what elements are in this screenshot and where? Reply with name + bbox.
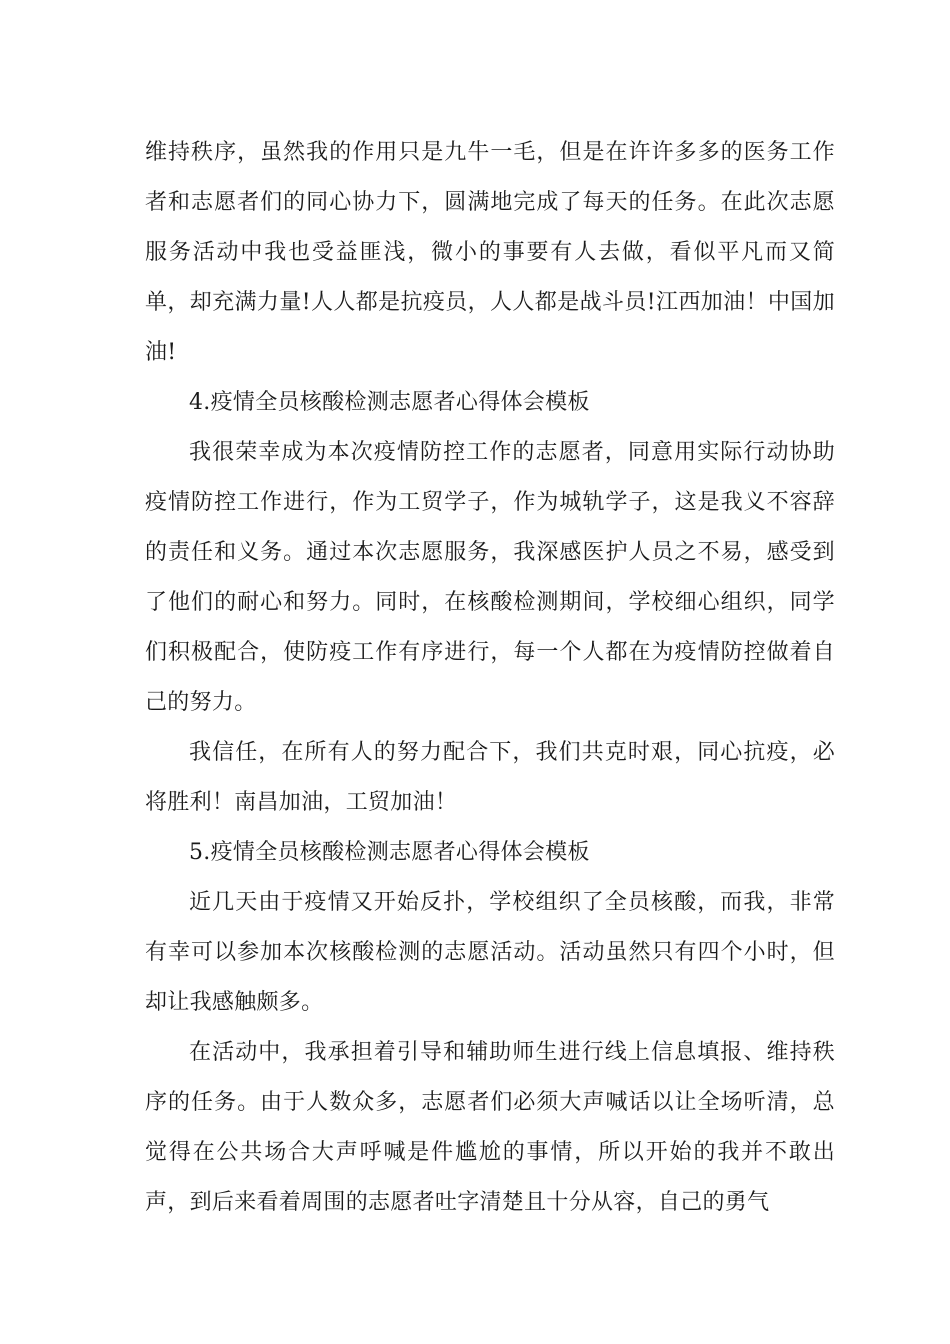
paragraph: 我信任，在所有人的努力配合下，我们共克时艰，同心抗疫，必将胜利！南昌加油，工贸加油！ xyxy=(145,740,835,815)
section-heading-5: 5.疫情全员核酸检测志愿者心得体会模板 xyxy=(189,840,590,865)
section-heading-4: 4.疫情全员核酸检测志愿者心得体会模板 xyxy=(189,390,590,415)
paragraph: 我很荣幸成为本次疫情防控工作的志愿者，同意用实际行动协助疫情防控工作进行，作为工贸学子，作为城轨学子，这是我义不容辞的责任和义务。通过本次志愿服务，我深感医护人员之不易，感受到了他们的耐心和努力。同时，在核酸检测期间，学校细心组织，同学们积极配合，使防疫工作有序进行，每一个人都在为疫情防控做着自己的努力。 xyxy=(145,440,835,715)
paragraph-continuation: 维持秩序，虽然我的作用只是九牛一毛，但是在许许多多的医务工作者和志愿者们的同心协力下，圆满地完成了每天的任务。在此次志愿服务活动中我也受益匪浅，微小的事要有人去做，看似平凡而又简单，却充满力量!人人都是抗疫员，人人都是战斗员!江西加油！中国加油! xyxy=(145,140,835,365)
paragraph: 在活动中，我承担着引导和辅助师生进行线上信息填报、维持秩序的任务。由于人数众多，志愿者们必须大声喊话以让全场听清，总觉得在公共场合大声呼喊是件尴尬的事情，所以开始的我并不敢出声，到后来看着周围的志愿者吐字清楚且十分从容，自己的勇气 xyxy=(145,1040,835,1215)
paragraph: 近几天由于疫情又开始反扑，学校组织了全员核酸，而我，非常有幸可以参加本次核酸检测的志愿活动。活动虽然只有四个小时，但却让我感触颇多。 xyxy=(145,890,835,1015)
document-body xyxy=(145,128,835,1228)
